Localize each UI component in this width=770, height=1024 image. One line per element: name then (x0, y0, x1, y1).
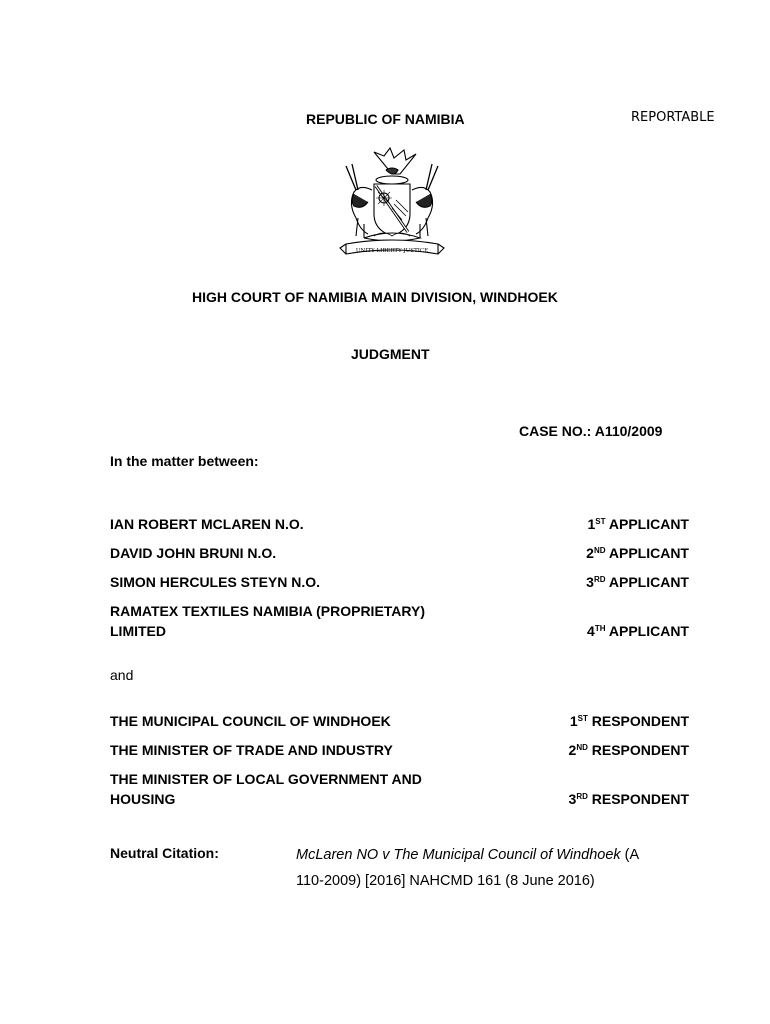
party-name: DAVID JOHN BRUNI N.O. (110, 545, 277, 561)
party-role: 1ST APPLICANT (587, 516, 689, 532)
party-name-line1: RAMATEX TEXTILES NAMIBIA (PROPRIETARY) (110, 603, 425, 619)
party-name-line2: LIMITED (110, 623, 166, 639)
matter-between: In the matter between: (110, 453, 259, 469)
reportable-label: REPORTABLE (631, 110, 715, 125)
citation-text (296, 842, 696, 894)
citation-line2: 110-2009) [2016] NAHCMD 161 (8 June 2016) (296, 873, 595, 889)
party-name: THE MUNICIPAL COUNCIL OF WINDHOEK (110, 713, 391, 729)
respondent-row (110, 711, 689, 731)
party-role: 2ND RESPONDENT (568, 742, 689, 758)
respondent-row (110, 740, 689, 760)
judgment-heading: JUDGMENT (351, 346, 430, 362)
republic-heading: REPUBLIC OF NAMIBIA (306, 111, 465, 127)
applicant-row (110, 601, 689, 645)
coat-of-arms-motto: UNITY LIBERTY JUSTICE (355, 248, 429, 254)
respondent-row (110, 769, 689, 813)
applicant-row (110, 572, 689, 592)
party-name: SIMON HERCULES STEYN N.O. (110, 574, 321, 590)
case-number: CASE NO.: A110/2009 (519, 423, 663, 439)
party-role: 3RD RESPONDENT (568, 791, 689, 807)
citation-line1-rest: (A (620, 847, 640, 863)
citation-case-name: McLaren NO v The Municipal Council of Windhoek (296, 847, 621, 863)
party-role: 4TH APPLICANT (587, 623, 689, 639)
party-name: IAN ROBERT MCLAREN N.O. (110, 516, 304, 532)
party-role: 2ND APPLICANT (586, 545, 689, 561)
court-heading: HIGH COURT OF NAMIBIA MAIN DIVISION, WINDHOEK (192, 289, 558, 305)
party-role: 3RD APPLICANT (586, 574, 689, 590)
party-role: 1ST RESPONDENT (569, 713, 689, 729)
and-separator: and (110, 667, 134, 683)
party-name-line1: THE MINISTER OF LOCAL GOVERNMENT AND (110, 771, 422, 787)
applicant-row (110, 543, 689, 563)
party-name-line2: HOUSING (110, 791, 176, 807)
party-name: THE MINISTER OF TRADE AND INDUSTRY (110, 742, 393, 758)
coat-of-arms-icon (334, 144, 450, 262)
applicant-row (110, 514, 689, 534)
citation-label: Neutral Citation: (110, 845, 219, 861)
